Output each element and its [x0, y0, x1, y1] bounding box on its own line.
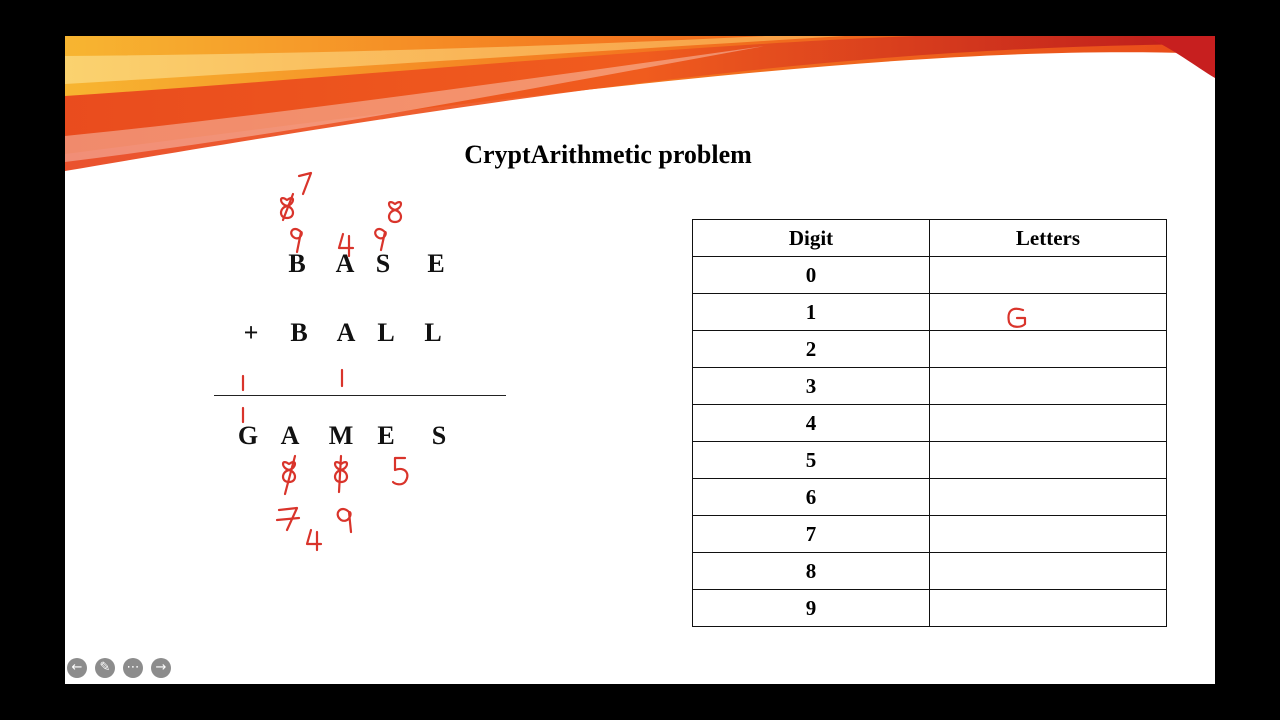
- letters-cell: [930, 257, 1167, 294]
- ink-strike: [285, 456, 295, 494]
- result-letter: E: [377, 421, 395, 450]
- digit-cell: 7: [693, 516, 930, 553]
- ink-strike: [277, 518, 299, 520]
- letters-cell: [930, 331, 1167, 368]
- header-letters: Letters: [930, 220, 1167, 257]
- ink-eight: [389, 202, 401, 222]
- slide-title: CryptArithmetic problem: [464, 140, 752, 169]
- letters-cell: [930, 553, 1167, 590]
- row2-letter: L: [377, 318, 395, 347]
- pen-icon[interactable]: ✎: [95, 658, 115, 678]
- row1-letter: S: [375, 249, 391, 278]
- table-row: [693, 590, 1167, 627]
- ink-strike: [339, 456, 341, 492]
- result-letter: M: [328, 421, 354, 450]
- ink-nine: [375, 229, 386, 250]
- table-row: [693, 257, 1167, 294]
- digit-cell: 8: [693, 553, 930, 590]
- letters-cell: [930, 516, 1167, 553]
- ink-seven-crossed: [279, 508, 297, 530]
- digit-cell: 5: [693, 442, 930, 479]
- sum-line: [214, 395, 506, 396]
- ink-eight-crossed: [281, 198, 293, 218]
- table-header-row: [693, 220, 1167, 257]
- ink-four: [307, 530, 321, 550]
- table-row: [693, 479, 1167, 516]
- letters-cell: [930, 405, 1167, 442]
- digit-cell: 2: [693, 331, 930, 368]
- digit-cell: 3: [693, 368, 930, 405]
- ink-strike: [283, 194, 293, 220]
- ink-eight: [335, 462, 347, 482]
- digit-cell: 1: [693, 294, 930, 331]
- table-row: [693, 294, 1167, 331]
- digit-cell: 9: [693, 590, 930, 627]
- row1-letter: A: [335, 249, 355, 278]
- row2-letter: L: [424, 318, 442, 347]
- row1-letter: E: [427, 249, 445, 278]
- letters-cell: [930, 442, 1167, 479]
- plus-operator: +: [243, 318, 259, 347]
- header-digit: Digit: [693, 220, 930, 257]
- digit-cell: 4: [693, 405, 930, 442]
- ink-nine: [338, 509, 351, 532]
- arrow-left-icon[interactable]: ←: [67, 658, 87, 678]
- letters-cell: [930, 368, 1167, 405]
- table-row: [693, 553, 1167, 590]
- table-row: [693, 331, 1167, 368]
- letters-cell: [930, 590, 1167, 627]
- result-letter: A: [280, 421, 300, 450]
- letters-cell: [930, 479, 1167, 516]
- ink-five: [393, 458, 407, 484]
- digit-cell: 0: [693, 257, 930, 294]
- digit-letters-table: [692, 219, 1167, 627]
- ink-eight-crossed: [283, 462, 295, 482]
- ink-seven: [299, 173, 311, 194]
- table-row: [693, 405, 1167, 442]
- row1-letter: B: [288, 249, 306, 278]
- result-letter: S: [431, 421, 447, 450]
- table-row: [693, 368, 1167, 405]
- table-row: [693, 442, 1167, 479]
- more-icon[interactable]: ⋯: [123, 658, 143, 678]
- table-row: [693, 516, 1167, 553]
- letters-cell: [930, 294, 1167, 331]
- arrow-right-icon[interactable]: →: [151, 658, 171, 678]
- digit-cell: 6: [693, 479, 930, 516]
- row2-letter: B: [290, 318, 308, 347]
- row2-letter: A: [336, 318, 356, 347]
- result-letter: G: [237, 421, 259, 450]
- slide: [65, 36, 1215, 684]
